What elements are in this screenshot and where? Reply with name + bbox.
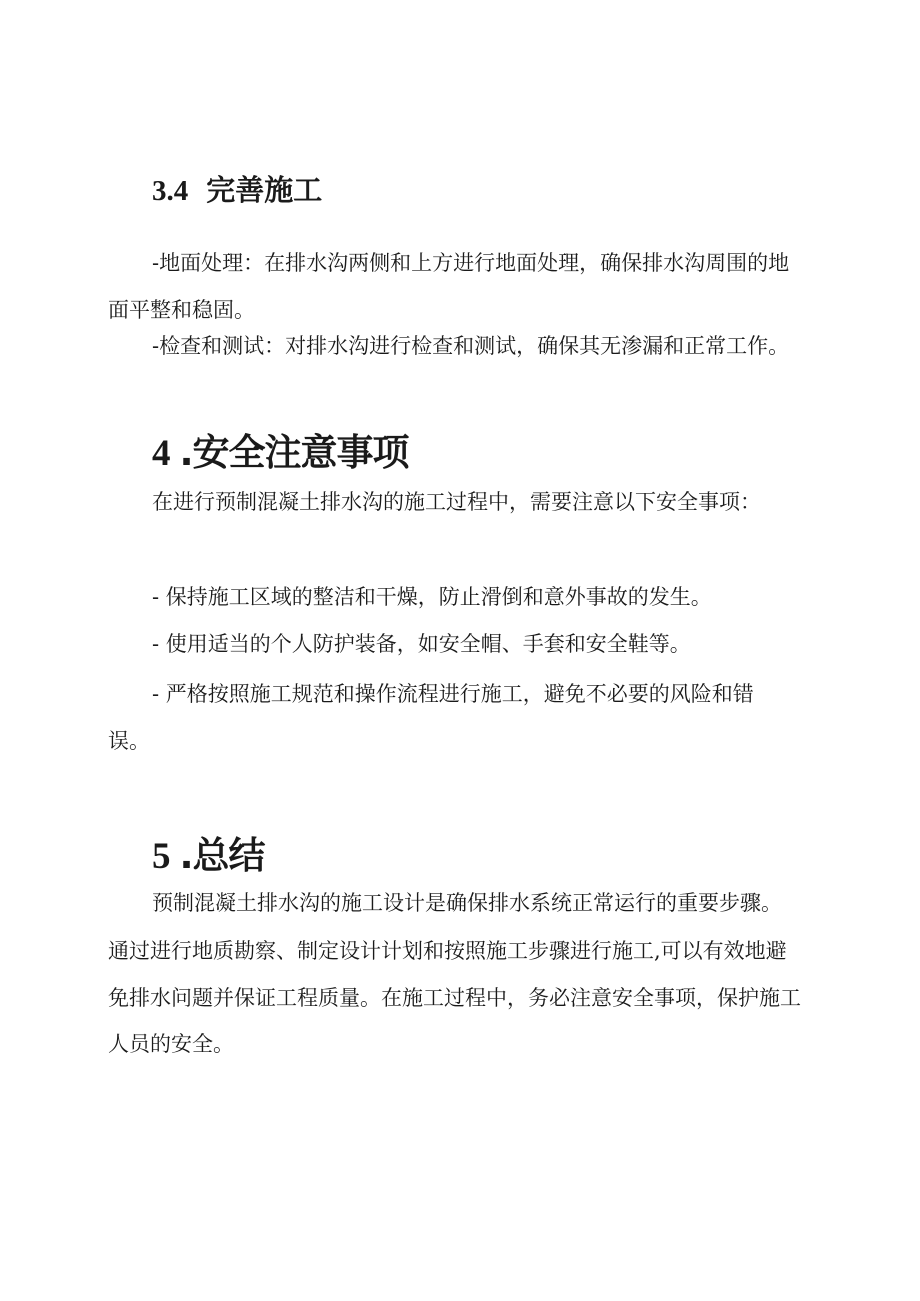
section-5-number: 5 [152, 836, 170, 877]
section-4-item-2: - 使用适当的个人防护装备，如安全帽、手套和安全鞋等。 [152, 632, 691, 656]
section-4-heading [152, 422, 409, 476]
section-5-heading [152, 825, 265, 879]
section-3-4-heading [152, 168, 322, 209]
section-3-4-title: 完善施工 [206, 173, 323, 207]
section-3-4-item-1-line-2: 面平整和稳固。 [108, 298, 255, 322]
section-3-4-item-1-line-1: -地面处理：在排水沟两侧和上方进行地面处理，确保排水沟周围的地 [152, 251, 790, 275]
section-3-4-number: 3.4 [152, 175, 189, 207]
section-5-title: .总结 [179, 834, 265, 877]
section-4-title: .安全注意事项 [179, 431, 409, 474]
section-4-item-1: - 保持施工区域的整洁和干燥，防止滑倒和意外事故的发生。 [152, 585, 712, 609]
section-4-number: 4 [152, 433, 170, 474]
section-5-line-4: 人员的安全。 [108, 1032, 234, 1056]
section-4-intro: 在进行预制混凝土排水沟的施工过程中，需要注意以下安全事项： [152, 490, 761, 514]
section-5-line-1: 预制混凝土排水沟的施工设计是确保排水系统正常运行的重要步骤。 [152, 891, 782, 915]
section-4-item-3-line-1: - 严格按照施工规范和操作流程进行施工，避免不必要的风险和错 [152, 682, 754, 706]
section-5-line-2: 通过进行地质勘察、制定设计计划和按照施工步骤进行施工,可以有效地避 [108, 939, 787, 963]
section-5-line-3: 免排水问题并保证工程质量。在施工过程中，务必注意安全事项，保护施工 [108, 986, 801, 1010]
section-4-item-3-line-2: 误。 [108, 729, 150, 753]
section-3-4-item-2-line-1: -检查和测试：对排水沟进行检查和测试，确保其无渗漏和正常工作。 [152, 334, 790, 358]
